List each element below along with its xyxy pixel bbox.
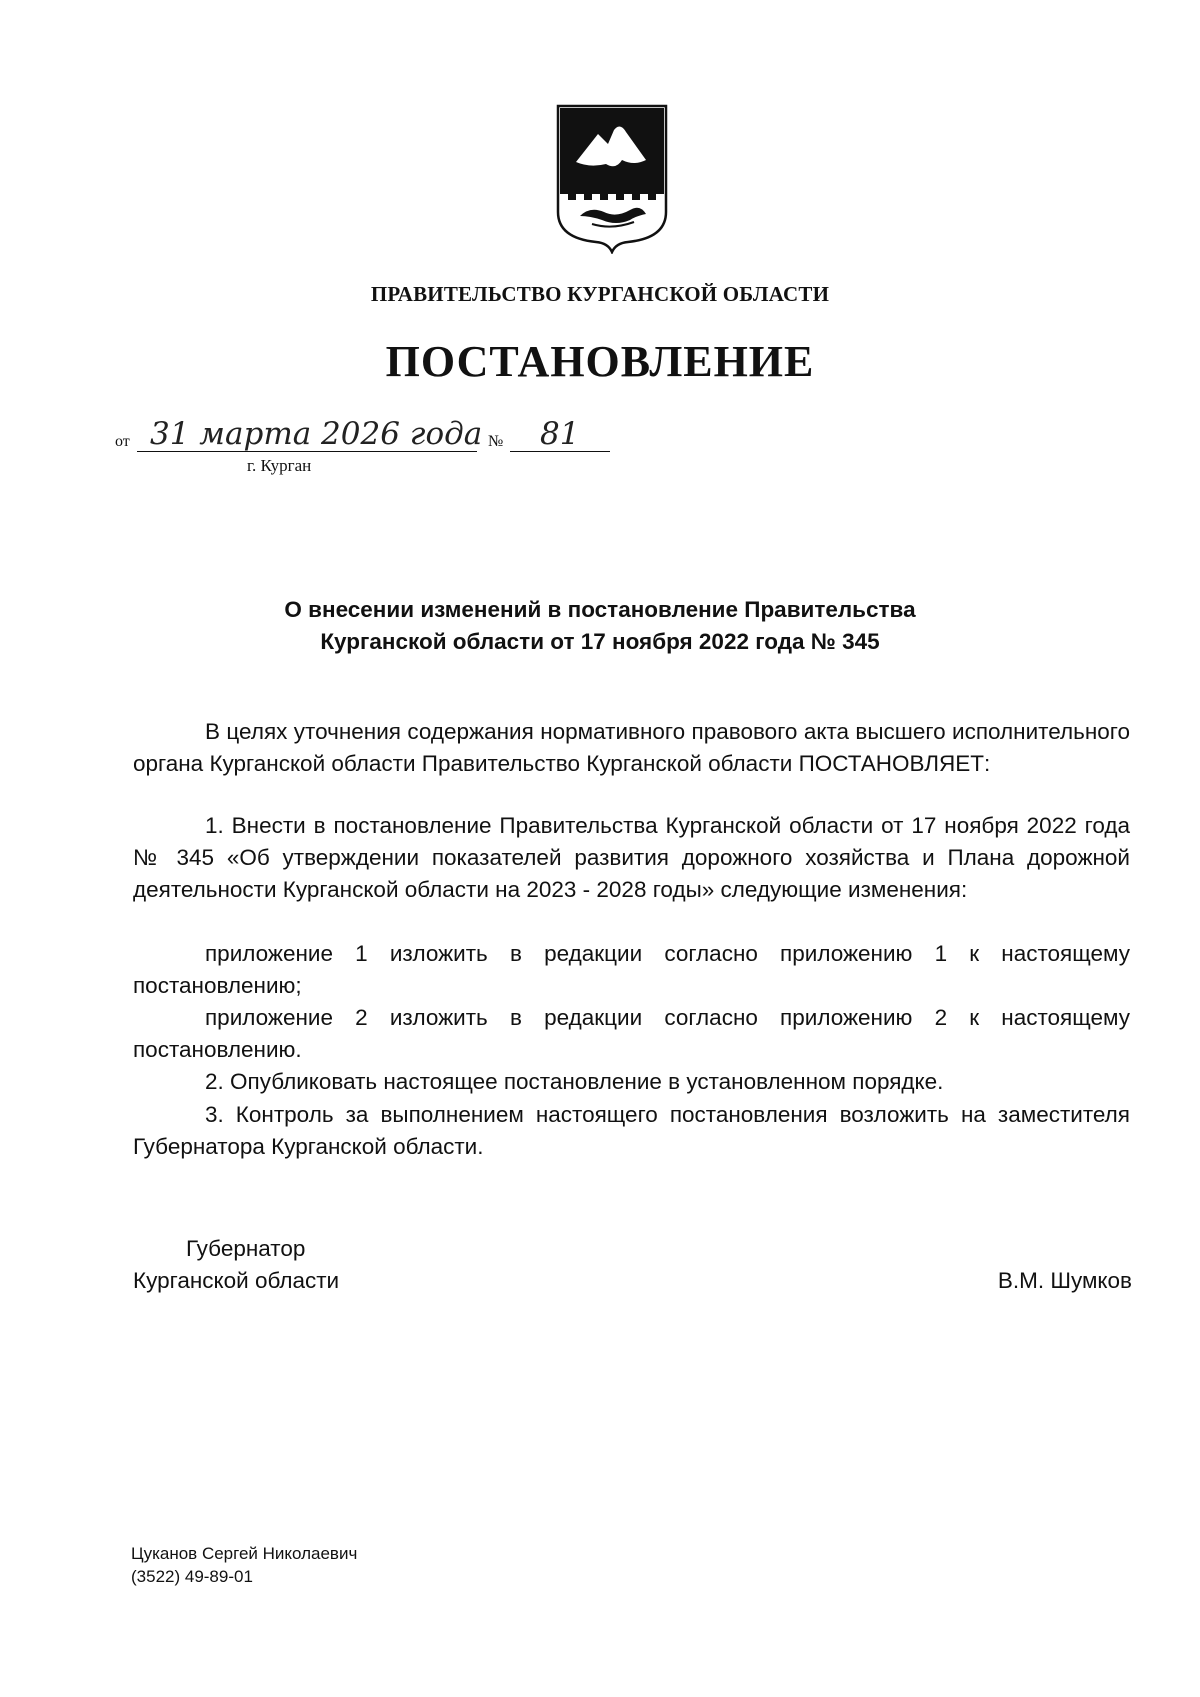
organization-title: ПРАВИТЕЛЬСТВО КУРГАНСКОЙ ОБЛАСТИ — [370, 282, 830, 306]
number-label: № — [488, 433, 504, 450]
clause-3-paragraph: 3. Контроль за выполнением настоящего постановления возложить на заместителя Губернатора Курганской области. — [133, 1102, 1130, 1159]
city-label: г. Курган — [247, 456, 312, 475]
subject-line-1: О внесении изменений в постановление Правительства — [284, 597, 916, 622]
document-type-title: ПОСТАНОВЛЕНИЕ — [385, 337, 815, 386]
executor-phone: (3522) 49-89-01 — [131, 1567, 253, 1586]
clause-2-paragraph: 2. Опубликовать настоящее постановление в установленном порядке. — [205, 1069, 944, 1094]
executor-name: Цуканов Сергей Николаевич — [131, 1544, 358, 1563]
preamble-paragraph: В целях уточнения содержания нормативного правового акта высшего исполнительного органа Курганской области Правительство Курганской области ПОСТАНОВЛЯЕТ: — [133, 719, 1130, 776]
signatory-name: В.М. Шумков — [997, 1268, 1132, 1293]
handwritten-number: 81 — [540, 416, 580, 452]
date-prefix-label: от — [115, 433, 130, 450]
appendix-1-paragraph: приложение 1 изложить в редакции согласно приложению 1 к настоящему постановлению; — [133, 941, 1130, 998]
document-subject — [0, 594, 1200, 658]
clause-1-paragraph: 1. Внести в постановление Правительства Курганской области от 17 ноября 2022 года № 345 «Об утверждении показателей развития дорожного хозяйства и Плана дорожной деятельности Курганской области на 2023 - 2028 годы» следующие изменения: — [133, 813, 1130, 902]
handwritten-date: 31 марта 2026 года — [150, 416, 483, 452]
subject-line-2: Курганской области от 17 ноября 2022 года № 345 — [320, 629, 880, 654]
appendix-2-paragraph: приложение 2 изложить в редакции согласно приложению 2 к настоящему постановлению. — [133, 1005, 1130, 1062]
coat-of-arms-emblem — [556, 104, 668, 254]
signatory-region: Курганской области — [133, 1268, 340, 1293]
signatory-title: Губернатор — [186, 1236, 306, 1261]
